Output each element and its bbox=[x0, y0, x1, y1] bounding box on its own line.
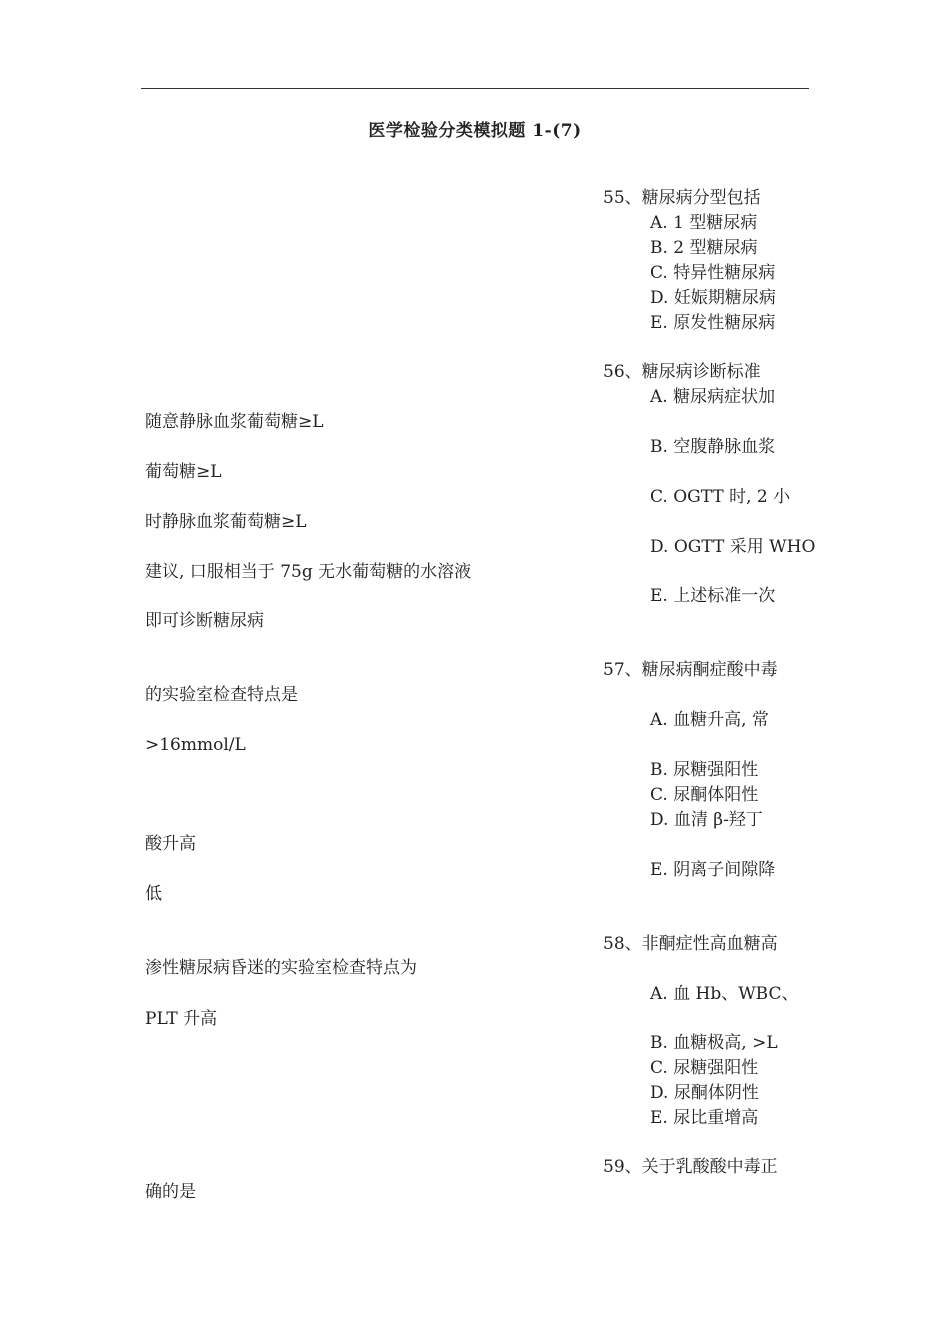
question-line: C. 特异性糖尿病 bbox=[650, 263, 776, 283]
question-line: A. 糖尿病症状加 bbox=[650, 387, 776, 407]
text-line: 即可诊断糖尿病 bbox=[145, 611, 264, 631]
text-line: 随意静脉血浆葡萄糖≥L bbox=[145, 412, 324, 432]
text-line: 时静脉血浆葡萄糖≥L bbox=[145, 512, 307, 532]
question-line: 56、糖尿病诊断标准 bbox=[603, 362, 761, 382]
question-line: B. 血糖极高, >L bbox=[650, 1033, 778, 1053]
text-line: 的实验室检查特点是 bbox=[145, 685, 298, 705]
question-line: B. 空腹静脉血浆 bbox=[650, 437, 776, 457]
header-rule bbox=[141, 88, 809, 89]
question-line: 59、关于乳酸酸中毒正 bbox=[603, 1157, 778, 1177]
question-line: D. OGTT 采用 WHO bbox=[650, 537, 816, 557]
question-line: A. 血糖升高, 常 bbox=[650, 710, 769, 730]
text-line: 酸升高 bbox=[145, 834, 196, 854]
question-line: E. 原发性糖尿病 bbox=[650, 313, 776, 333]
text-line: >16mmol/L bbox=[145, 735, 246, 755]
question-line: D. 尿酮体阴性 bbox=[650, 1083, 759, 1103]
question-line: C. 尿糖强阳性 bbox=[650, 1058, 759, 1078]
question-line: B. 2 型糖尿病 bbox=[650, 238, 758, 258]
question-line: E. 尿比重增高 bbox=[650, 1108, 759, 1128]
question-line: D. 妊娠期糖尿病 bbox=[650, 288, 776, 308]
question-line: C. 尿酮体阳性 bbox=[650, 785, 759, 805]
question-line: D. 血清 β-羟丁 bbox=[650, 810, 763, 830]
text-line: 渗性糖尿病昏迷的实验室检查特点为 bbox=[145, 958, 417, 978]
text-line: 低 bbox=[145, 884, 162, 904]
question-line: A. 血 Hb、WBC、 bbox=[650, 984, 799, 1004]
question-line: C. OGTT 时, 2 小 bbox=[650, 487, 791, 507]
page-title: 医学检验分类模拟题 1-(7) bbox=[368, 121, 582, 141]
question-line: B. 尿糖强阳性 bbox=[650, 760, 759, 780]
text-line: PLT 升高 bbox=[145, 1009, 218, 1029]
text-line: 确的是 bbox=[145, 1182, 196, 1202]
question-line: 58、非酮症性高血糖高 bbox=[603, 934, 778, 954]
question-line: 57、糖尿病酮症酸中毒 bbox=[603, 660, 778, 680]
question-line: 55、糖尿病分型包括 bbox=[603, 188, 761, 208]
question-line: E. 阴离子间隙降 bbox=[650, 860, 776, 880]
question-line: A. 1 型糖尿病 bbox=[650, 213, 758, 233]
text-line: 建议, 口服相当于 75g 无水葡萄糖的水溶液 bbox=[145, 562, 472, 582]
question-line: E. 上述标准一次 bbox=[650, 586, 776, 606]
text-line: 葡萄糖≥L bbox=[145, 462, 222, 482]
